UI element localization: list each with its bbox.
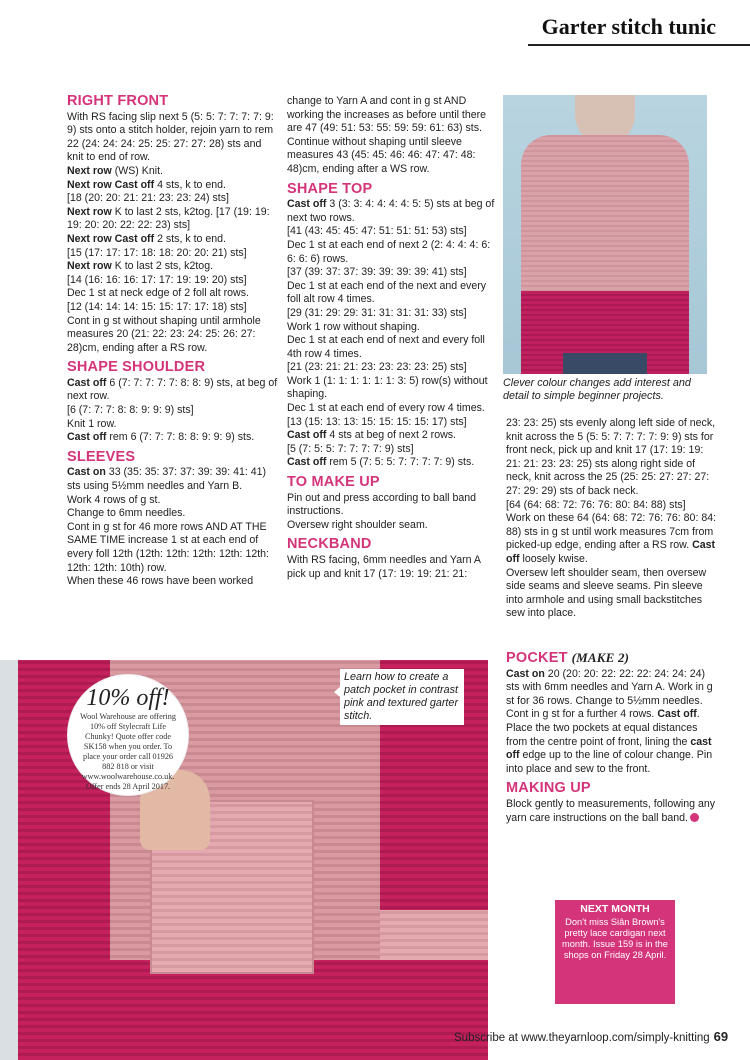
st-line-3: Dec 1 st at each end of next 2 (2: 4: 4: 4: 6: 6: 6: 6) rows. — [287, 238, 491, 265]
end-mark-icon — [690, 813, 699, 822]
rf-next-row-4: Next row Cast off 2 sts, k to end. — [67, 232, 226, 245]
nb-line-3: Work on these 64 (64: 68: 72: 76: 76: 80: 84: 88) sts in g st until work measures 7cm from picked-up edge, ending after a RS row. Cast off loosely kwise. — [506, 512, 717, 565]
column-2 — [287, 95, 499, 581]
nb-line-1: With RS facing, 6mm needles and Yarn A pick up and knit 17 (17: 19: 19: 21: 21: — [287, 554, 481, 580]
heading-making-up: MAKING UP — [506, 780, 591, 797]
rf-line-2: [15 (17: 17: 17: 18: 18: 20: 20: 21) sts] — [67, 246, 247, 259]
st-line-13: Cast off 4 sts at beg of next 2 rows. — [287, 429, 456, 442]
rf-line-5: [12 (14: 14: 14: 15: 15: 17: 17: 18) sts] — [67, 300, 247, 313]
tunic-photo-top — [503, 95, 707, 374]
ss-line-1: Cast off 6 (7: 7: 7: 7: 7: 8: 8: 9) sts, at beg of next row. — [67, 376, 278, 403]
column-1 — [67, 95, 279, 589]
st-line-11: Dec 1 st at each end of every row 4 times. — [287, 402, 485, 415]
sl-line-4: Cont in g st for 46 more rows AND AT THE SAME TIME increase 1 st at each end of every foll 12th (12th: 12th: 12th: 12th: 12th: 12th: 12th: 10th) row. — [67, 520, 270, 574]
rf-next-row-5: Next row K to last 2 sts, k2tog. — [67, 260, 214, 273]
nb-line-4: Oversew left shoulder seam, then oversew side seams and sleeve seams. Pin sleeve into armhole and using small backstitches sew into place. — [506, 566, 707, 620]
photo-caption-1: Clever colour changes add interest and detail to simple beginner projects. — [503, 377, 691, 402]
sl-line-2: Work 4 rows of g st. — [67, 493, 161, 506]
page-number: 69 — [713, 1029, 729, 1044]
st-line-4: [37 (39: 37: 37: 39: 39: 39: 39: 41) sts] — [287, 266, 467, 279]
tmu-line-1: Pin out and press according to ball band instructions. — [287, 491, 477, 518]
st-line-9: [21 (23: 21: 21: 23: 23: 23: 23: 25) sts] — [287, 361, 467, 374]
nb-line-2: [64 (64: 68: 72: 76: 76: 80: 84: 88) sts] — [506, 498, 686, 511]
nb-cont: 23: 23: 25) sts evenly along left side of neck, knit across the 5 (5: 5: 7: 7: 7: 7: 9: 9) sts for front neck, pick up and knit 17 (17: 19: 19: 21: 21: 23: 23: 25) sts along right side of neck, knit across the 25 (25: 25: 27: 27: 27: 27: 29: 29) sts of back neck. — [506, 417, 716, 497]
st-line-6: [29 (31: 29: 29: 31: 31: 31: 31: 33) sts] — [287, 306, 467, 319]
subscribe-link[interactable]: Subscribe at www.theyarnloop.com/simply-knitting — [454, 1032, 710, 1044]
sleeve-cont-1: change to Yarn A and cont in g st AND working the increases as before until there are 47 (49: 51: 53: 55: 59: 59: 61: 63) sts. — [287, 95, 487, 135]
rf-line-4: Dec 1 st at neck edge of 2 foll alt rows. — [67, 287, 249, 300]
heading-shape-shoulder: SHAPE SHOULDER — [67, 359, 206, 376]
rf-next-row-1: Next row (WS) Knit. — [67, 164, 163, 177]
column-3-lower — [506, 651, 718, 825]
caption-pointer — [334, 687, 340, 697]
offer-badge — [68, 675, 188, 795]
ss-line-4: Cast off rem 6 (7: 7: 7: 8: 8: 9: 9: 9) sts. — [67, 431, 255, 444]
tmu-line-2: Oversew right shoulder seam. — [287, 518, 428, 531]
rf-line-6: Cont in g st without shaping until armhole measures 20 (21: 22: 23: 24: 25: 26: 27: 28)cm, ending after a RS row. — [67, 314, 261, 354]
sl-line-3: Change to 6mm needles. — [67, 507, 186, 520]
title-rule — [528, 44, 750, 46]
next-month-title: NEXT MONTH — [580, 903, 650, 915]
column-3 — [506, 417, 718, 621]
heading-neckband: NECKBAND — [287, 536, 372, 553]
sl-line-5: When these 46 rows have been worked — [67, 575, 254, 588]
st-line-5: Dec 1 st at each end of the next and every foll alt row 4 times. — [287, 279, 487, 306]
st-line-14: [5 (7: 5: 5: 7: 7: 7: 7: 9) sts] — [287, 442, 414, 455]
heading-right-front: RIGHT FRONT — [67, 93, 169, 109]
st-line-2: [41 (43: 45: 45: 47: 51: 51: 51: 53) sts] — [287, 225, 467, 238]
mu-line-1: Block gently to measurements, following any yarn care instructions on the ball band. — [506, 797, 716, 824]
page-header — [0, 0, 750, 48]
sleeve-cont-2: Continue without shaping until sleeve measures 43 (45: 45: 46: 46: 47: 47: 48: 48)cm, ending after a WS row. — [287, 135, 476, 175]
rf-text: With RS facing slip next 5 (5: 5: 7: 7: 7: 7: 9: 9) sts onto a stitch holder, rejoin yarn to rem 22 (24: 24: 24: 25: 25: 27: 27: 28) sts and knit to end of row. — [67, 110, 274, 164]
next-month-text: Don't miss Siân Brown's pretty lace cardigan next month. Issue 159 is in the shops on Friday 28 April. — [562, 917, 668, 960]
photo-caption-2: Learn how to create a patch pocket in contrast pink and textured garter stitch. — [340, 669, 464, 725]
rf-line-1: [18 (20: 20: 21: 21: 23: 23: 24) sts] — [67, 192, 229, 205]
st-line-10: Work 1 (1: 1: 1: 1: 1: 1: 3: 5) row(s) without shaping. — [287, 374, 488, 401]
st-line-15: Cast off rem 5 (7: 5: 5: 7: 7: 7: 7: 9) sts. — [287, 456, 475, 469]
st-line-7: Work 1 row without shaping. — [287, 320, 420, 333]
pk-line-1: Cast on 20 (20: 20: 22: 22: 22: 24: 24: 24) sts with 6mm needles and Yarn A. Work in g st for 36 rows. Change to 5½mm needles. Cont in g st for a further 4 rows. Cast off. — [506, 667, 713, 721]
offer-title: 10% off! — [86, 685, 170, 711]
st-line-1: Cast off 3 (3: 3: 4: 4: 4: 4: 5: 5) sts at beg of next two rows. — [287, 198, 495, 224]
pk-line-2: Place the two pockets at equal distances from the centre point of front, lining the cast off edge up to the line of colour change. Pin into place and sew to the front. — [506, 721, 713, 775]
next-month-box — [555, 900, 675, 1004]
pocket-subheading: (MAKE 2) — [571, 650, 630, 665]
heading-shape-top: SHAPE TOP — [287, 180, 373, 197]
sl-line-1: Cast on 33 (35: 35: 37: 37: 39: 39: 41: 41) sts using 5½mm needles and Yarn B. — [67, 466, 267, 493]
rf-next-row-3: Next row K to last 2 sts, k2tog. [17 (19: 19: 19: 20: 20: 22: 22: 23) sts] — [67, 205, 270, 232]
ss-line-3: Knit 1 row. — [67, 417, 117, 430]
offer-text: Wool Warehouse are offering 10% off Stylecraft Life Chunky! Quote offer code SK158 when you order. To place your order call 01926 882 818 or visit www.woolwarehouse.co.uk. Offer ends 28 April 2017. — [80, 712, 176, 791]
page-footer — [454, 1029, 728, 1044]
st-line-8: Dec 1 st at each end of next and every foll 4th row 4 times. — [287, 334, 485, 360]
rf-line-3: [14 (16: 16: 16: 17: 17: 19: 19: 20) sts] — [67, 273, 247, 286]
ss-line-2: [6 (7: 7: 7: 8: 8: 9: 9: 9) sts] — [67, 404, 194, 417]
rf-next-row-2: Next row Cast off 4 sts, k to end. — [67, 178, 226, 191]
page-title: Garter stitch tunic — [541, 14, 716, 39]
heading-to-make-up: TO MAKE UP — [287, 474, 380, 491]
st-line-12: [13 (15: 13: 13: 15: 15: 15: 15: 17) sts] — [287, 415, 467, 428]
heading-sleeves: SLEEVES — [67, 448, 136, 465]
heading-pocket: POCKET (MAKE 2) — [506, 650, 630, 666]
